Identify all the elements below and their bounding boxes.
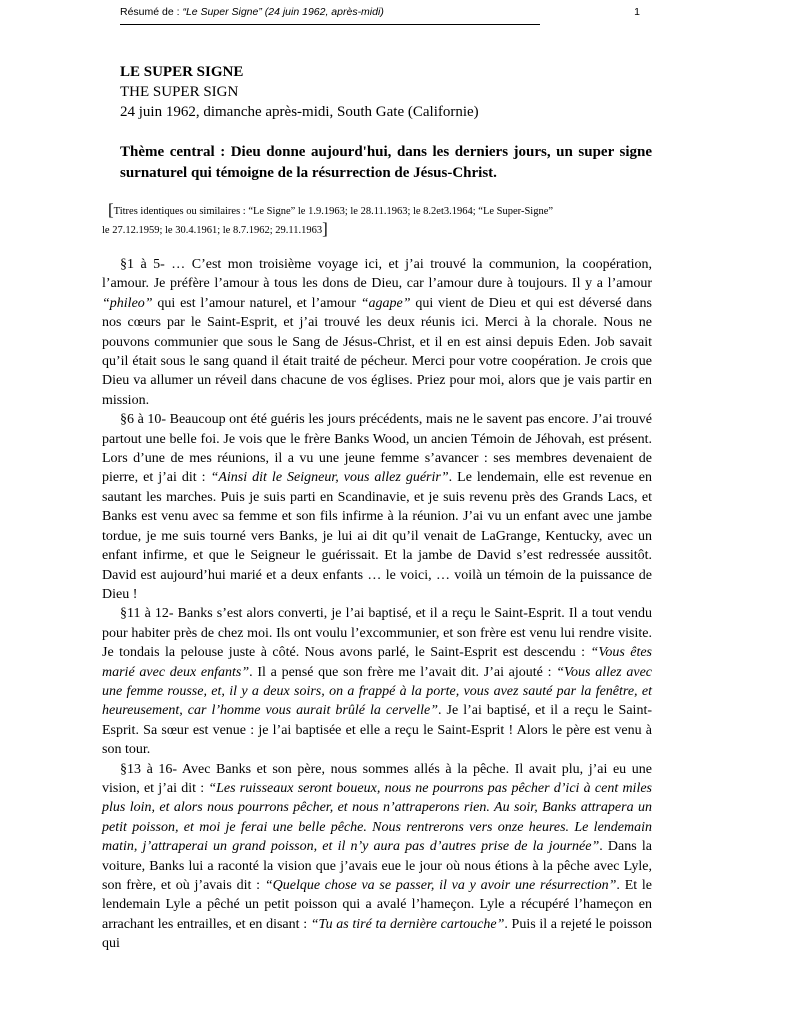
document-body xyxy=(102,62,652,954)
paragraph-2 xyxy=(102,410,652,604)
quoted-speech: “Tu as tiré ta dernière cartouche” xyxy=(310,916,505,932)
quoted-speech: “phileo” xyxy=(102,295,153,311)
quoted-speech: “Vous êtes marié avec deux enfants” xyxy=(102,645,653,680)
page-number: 1 xyxy=(634,6,640,18)
text-run: . Dans la voiture, Banks lui a raconté la vision que j’avais eue le jour où nous étions à la pêche avec Lyle, son frère, et où j’avais dit : xyxy=(102,839,652,893)
text-run: . Le lendemain, elle est revenue en sautant les marches. Puis je suis parti en Scandinavie, et je suis revenu près des Grands Lacs, et Banks est venu avec sa femme et son fils infirme à la réunion. J’ai vu un enfant avec une jambe tordue, je me suis tourné vers Banks, je lui ai dit qu’il venait de LaGrange, Kentucky, avec un enfant infirme, et que le Seigneur le guérissait. Et la jambe de David s’est redressée aussitôt. David est aujourd’hui marié et a deux enfants … le voici, … voilà un témoin de la puissance de Dieu ! xyxy=(102,470,652,602)
text-run: . Puis il a rejeté le poisson qui xyxy=(102,916,652,952)
text-run: qui vient de Dieu et qui est déversé dans nos cœurs par le Saint-Esprit, et j’ai trouvé les deux réunis ici. Merci à la chorale. Nous ne pouvons communier que sous le Sang de Jésus-Christ, et il en est ainsi depuis Eden. Job savait qu’il était sous le sang quand il était traité de pécheur. Merci pour votre coopération. Je crois que Dieu va allumer un réveil dans chacune de vos églises. Priez pour moi, alors que je vais partir en mission. xyxy=(102,295,652,408)
quoted-speech: “Les ruisseaux seront boueux, nous ne pourrons pas pêcher d’ici à cent miles plus loin, et alors nous pourrons pêcher, et nous n’attraperons rien. Au soir, Banks attrapera un petit poisson, et moi je ferai une belle pêche. Nous rentrerons vers onze heures. Le lendemain matin, j’attraperai un grand poisson, et il n’y aura pas d’autres prise de la journée” xyxy=(102,780,652,855)
running-title-italic: “Le Super Signe” (24 juin 1962, après-midi) xyxy=(182,6,384,18)
paragraph-4 xyxy=(102,760,652,954)
related-titles-line-1: Titres identiques ou similaires : “Le Signe” le 1.9.1963; le 28.11.1963; le 8.2et3.1964; “Le Super-Signe” xyxy=(113,206,554,217)
text-run: qui est l’amour naturel, et l’amour xyxy=(152,295,361,311)
text-run: §6 à 10- Beaucoup ont été guéris les jours précédents, mais ne le savent pas encore. J’ai trouvé partout une belle foi. Je vois que le frère Banks Wood, un ancien Témoin de Jéhovah, est présent. Lors d’une de mes réunions, il a vu une jeune femme s’avancer : ses membres devenaient de pierre, et j’ai dit : xyxy=(102,412,652,486)
bracket-open: [ xyxy=(108,200,114,219)
title-english: THE SUPER SIGN xyxy=(120,84,239,100)
quoted-speech: “Ainsi dit le Seigneur, vous allez guérir” xyxy=(210,470,449,486)
running-title xyxy=(120,6,384,18)
running-title-prefix: Résumé de : xyxy=(120,6,183,18)
related-titles-line-2: le 27.12.1959; le 30.4.1961; le 8.7.1962; 29.11.1963 xyxy=(102,225,323,236)
title-french: LE SUPER SIGNE xyxy=(120,64,244,80)
paragraph-1 xyxy=(102,255,652,410)
sermon-date-place: 24 juin 1962, dimanche après-midi, South Gate (Californie) xyxy=(120,104,479,120)
quoted-speech: “Vous allez avec une femme rousse, et, il y a deux soirs, on a frappé à la porte, vous avez sauté par la fenêtre, et heureusement, car l’homme vous aurait brûlé la cervelle” xyxy=(102,664,652,719)
title-block xyxy=(102,62,652,122)
text-run: §11 à 12- Banks s’est alors converti, je l’ai baptisé, et il a reçu le Saint-Esprit. Il a tout vendu pour habiter près de chez moi. Ils ont voulu l’excommunier, et son frère est venu lui rendre visite. Je tondais la pelouse juste à côté. Nous avons parlé, le Saint-Esprit est descendu : xyxy=(102,606,652,661)
sermon-summary xyxy=(102,255,652,954)
text-run: . Il a pensé que son frère me l’avait dit. J’ai ajouté : xyxy=(249,664,557,680)
text-run: §13 à 16- Avec Banks et son père, nous sommes allés à la pêche. Il avait plu, j’ai eu une vision, et j’ai dit : xyxy=(102,761,652,796)
header-rule xyxy=(120,24,540,25)
quoted-speech: “Quelque chose va se passer, il va y avoir une résurrection” xyxy=(264,878,617,893)
bracket-close: ] xyxy=(322,219,328,238)
text-run: . Je l’ai baptisé, et il a reçu le Saint-Esprit. Sa sœur est venue : je l’ai baptisée et elle a reçu le Saint-Esprit ! Alors le père est venu à son tour. xyxy=(102,703,652,758)
quoted-speech: “agape” xyxy=(360,295,411,311)
central-theme: Thème central : Dieu donne aujourd'hui, dans les derniers jours, un super signe surnaturel qui témoigne de la résurrection de Jésus-Christ. xyxy=(120,144,652,181)
text-run: §1 à 5- … C’est mon troisième voyage ici, et j’ai trouvé la communion, la coopération, l’amour. Je préfère l’amour à tous les dons de Dieu, car l’amour dure à toujours. Il y a l’amour xyxy=(102,257,652,292)
paragraph-3 xyxy=(102,604,652,759)
text-run: . Et le lendemain Lyle a pêché un petit poisson qui a avalé l’hameçon. Lyle a récupéré l’hameçon en arrachant les entrailles, et en disant : xyxy=(102,878,652,932)
related-titles xyxy=(102,201,652,239)
